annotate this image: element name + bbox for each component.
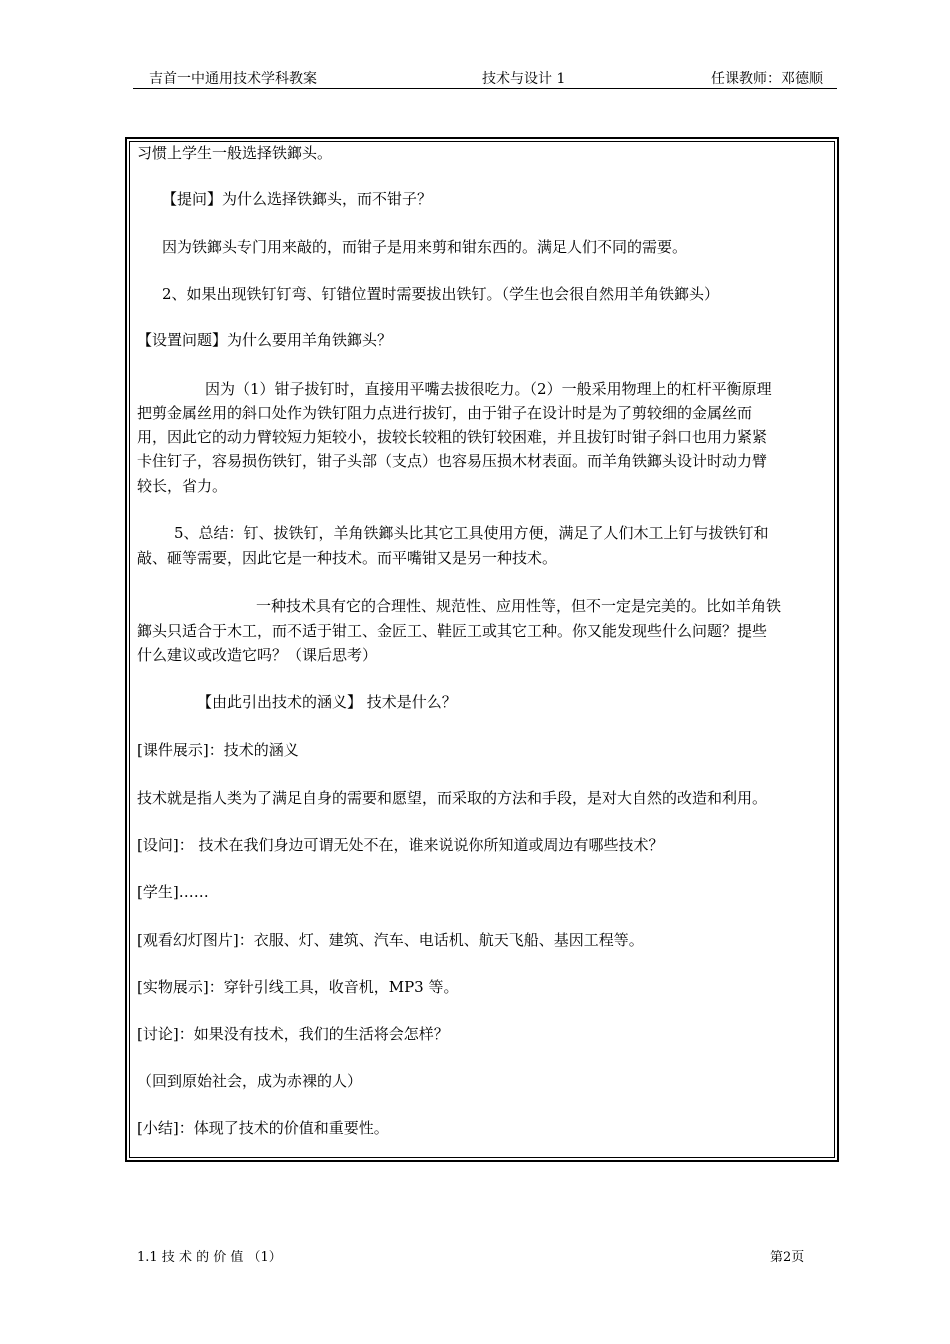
paragraph-step-2: 2、如果出现铁钉钉弯、钉错位置时需要拔出铁钉。（学生也会很自然用羊角铁鎯头） (162, 285, 720, 303)
paragraph-reason-line-1: 因为（1）钳子拔钉时，直接用平嘴去拔很吃力。（2）一般采用物理上的杠杆平衡原理 (205, 380, 772, 398)
paragraph-1: 习惯上学生一般选择铁鎯头。 (137, 144, 333, 162)
paragraph-ask: [设问]： 技术在我们身边可谓无处不在，谁来说说你所知道或周边有哪些技术？ (137, 836, 664, 854)
footer-page-number: 第2页 (770, 1250, 805, 1265)
paragraph-reason-line-5: 较长，省力。 (137, 477, 228, 495)
header-teacher: 任课教师：邓德顺 (711, 71, 823, 87)
paragraph-definition: 技术就是指人类为了满足自身的需要和愿望，而采取的方法和手段，是对大自然的改造和利用。 (137, 789, 768, 807)
paragraph-rationality-line-2: 鎯头只适合于木工，而不适于钳工、金匠工、鞋匠工或其它工种。你又能发现些什么问题？提些 (137, 622, 768, 640)
paragraph-slides: [观看幻灯图片]：衣服、灯、建筑、汽车、电话机、航天飞船、基因工程等。 (137, 931, 644, 949)
paragraph-reason-line-4: 卡住钉子，容易损伤铁钉，钳子头部（支点）也容易压损木材表面。而羊角铁鎯头设计时动力臂 (137, 452, 768, 470)
paragraph-conclusion: [小结]：体现了技术的价值和重要性。 (137, 1119, 389, 1137)
header-school: 吉首一中通用技术学科教案 (149, 71, 317, 87)
paragraph-rationality-line-3: 什么建议或改造它吗？（课后思考） (137, 646, 378, 664)
paragraph-primitive: （回到原始社会，成为赤裸的人） (137, 1072, 363, 1090)
paragraph-summary-line-2: 敲、砸等需要，因此它是一种技术。而平嘴钳又是另一种技术。 (137, 549, 558, 567)
paragraph-question: 【提问】为什么选择铁鎯头，而不钳子？ (162, 190, 433, 208)
header-course: 技术与设计 1 (482, 71, 566, 87)
paragraph-meaning-intro: 【由此引出技术的涵义】 技术是什么？ (197, 693, 457, 711)
paragraph-objects: [实物展示]：穿针引线工具，收音机，MP3 等。 (137, 978, 459, 996)
paragraph-set-question: 【设置问题】为什么要用羊角铁鎯头？ (137, 331, 393, 349)
paragraph-reason-line-2: 把剪金属丝用的斜口处作为铁钉阻力点进行拔钉，由于钳子在设计时是为了剪较细的金属丝而 (137, 404, 753, 422)
paragraph-rationality-line-1: 一种技术具有它的合理性、规范性、应用性等，但不一定是完美的。比如羊角铁 (256, 597, 782, 615)
paragraph-summary-line-1: 5、总结：钉、拔铁钉，羊角铁鎯头比其它工具使用方便，满足了人们木工上钉与拔铁钉和 (174, 524, 769, 542)
paragraph-courseware: [课件展示]：技术的涵义 (137, 741, 299, 759)
page-header (133, 70, 837, 89)
paragraph-answer: 因为铁鎯头专门用来敲的，而钳子是用来剪和钳东西的。满足人们不同的需要。 (162, 238, 688, 256)
paragraph-discussion: [讨论]：如果没有技术，我们的生活将会怎样？ (137, 1025, 449, 1043)
paragraph-students: [学生]…… (137, 883, 209, 901)
paragraph-reason-line-3: 用，因此它的动力臂较短力矩较小，拔较长较粗的铁钉较困难，并且拔钉时钳子斜口也用力紧紧 (137, 428, 768, 446)
footer-section: 1.1 技 术 的 价 值 （1） (137, 1250, 282, 1265)
